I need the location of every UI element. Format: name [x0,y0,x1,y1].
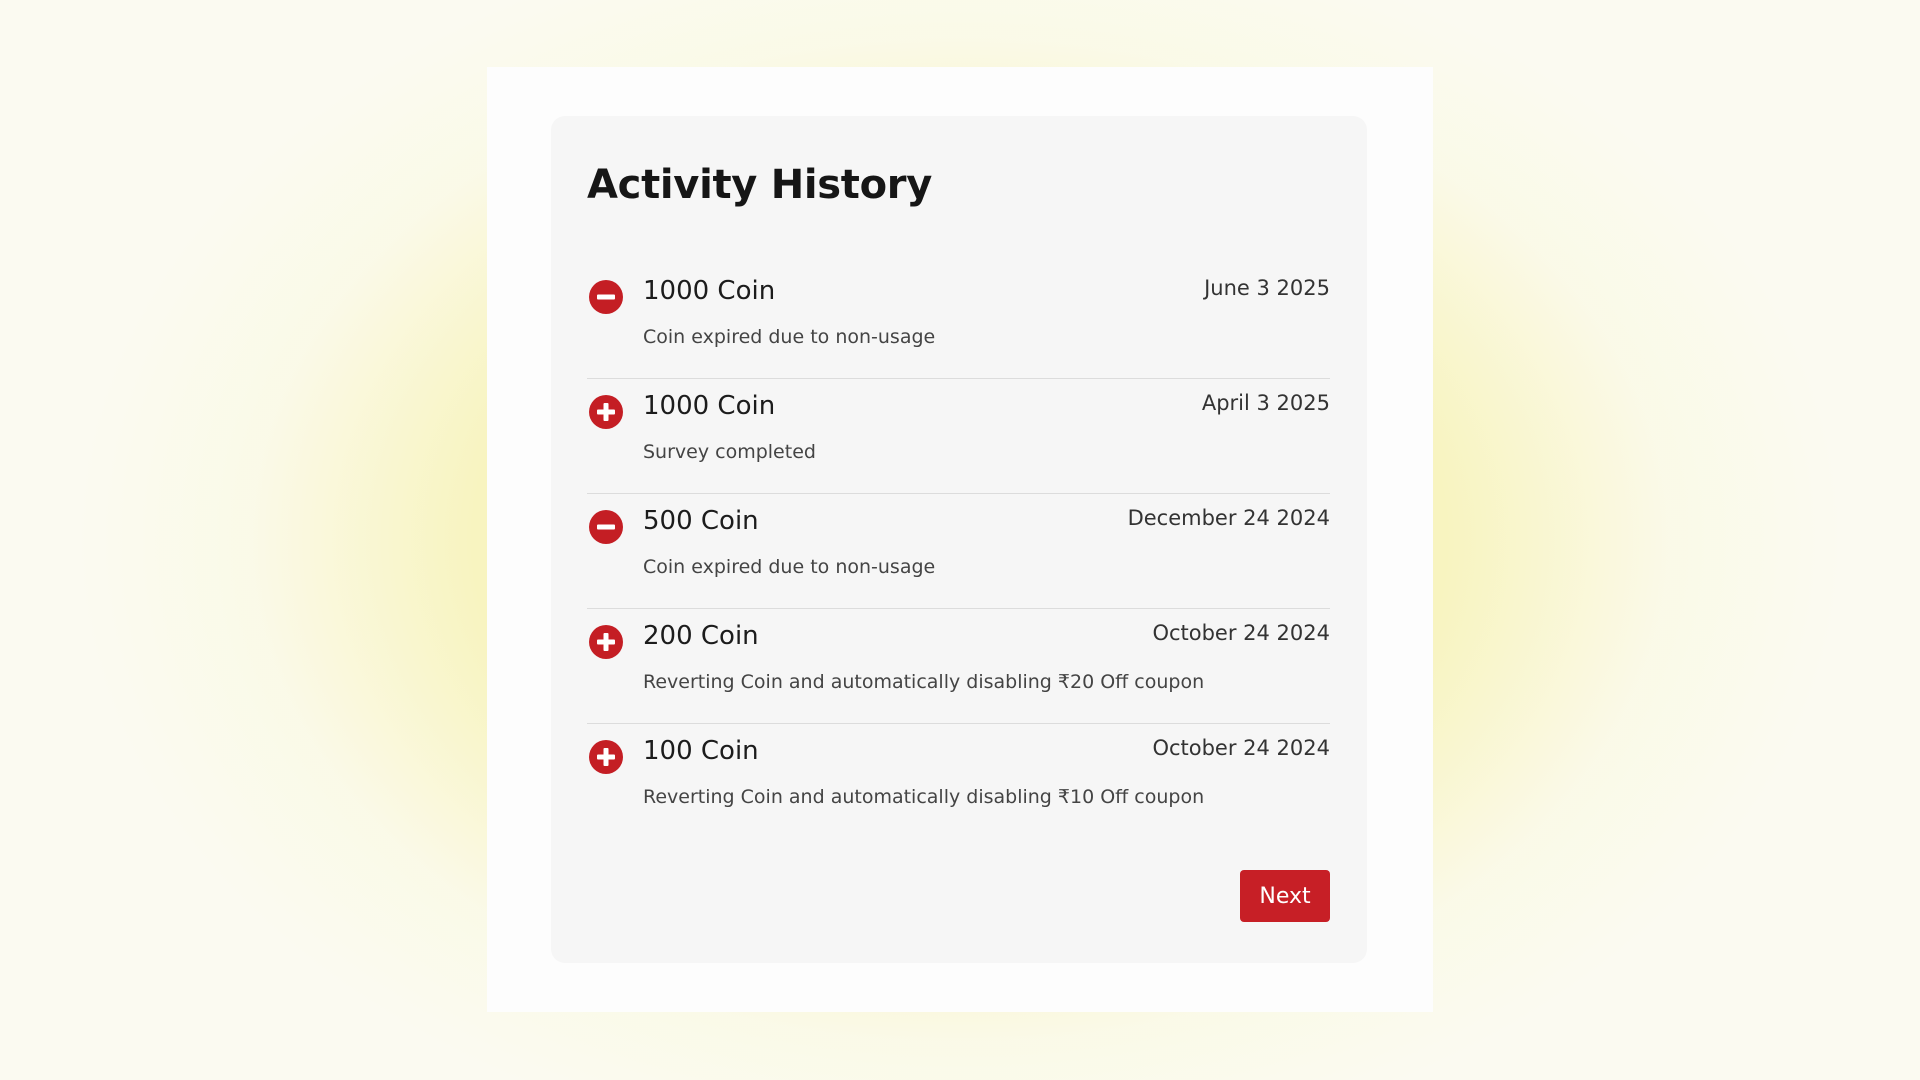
activity-history-panel [551,116,1367,963]
activity-date: October 24 2024 [1152,621,1330,645]
plus-circle-icon [589,395,623,429]
activity-description: Survey completed [643,441,816,463]
activity-date: December 24 2024 [1127,506,1330,530]
activity-description: Reverting Coin and automatically disabling ₹20 Off coupon [643,671,1205,693]
coin-amount: 200 Coin [643,621,759,651]
activity-description: Coin expired due to non-usage [643,326,936,348]
minus-circle-icon [589,280,623,314]
activity-item [587,264,1330,379]
coin-amount: 1000 Coin [643,391,776,421]
activity-date: October 24 2024 [1152,736,1330,760]
activity-item [587,724,1330,839]
activity-list [587,264,1330,839]
activity-item [587,609,1330,724]
outer-card [487,67,1433,1012]
plus-circle-icon [589,625,623,659]
activity-date: June 3 2025 [1204,276,1330,300]
next-button[interactable]: Next [1240,870,1330,922]
plus-circle-icon [589,740,623,774]
activity-description: Reverting Coin and automatically disabling ₹10 Off coupon [643,786,1205,808]
activity-description: Coin expired due to non-usage [643,556,936,578]
page-title: Activity History [587,162,933,208]
coin-amount: 500 Coin [643,506,759,536]
coin-amount: 100 Coin [643,736,759,766]
activity-item [587,494,1330,609]
activity-date: April 3 2025 [1201,391,1330,415]
coin-amount: 1000 Coin [643,276,776,306]
minus-circle-icon [589,510,623,544]
activity-item [587,379,1330,494]
